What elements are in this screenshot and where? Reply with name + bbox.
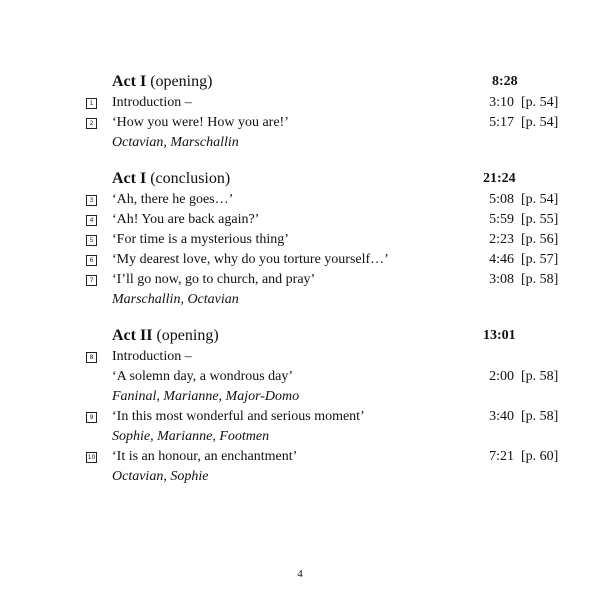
track-duration: 4:46 [489,252,514,267]
track-duration: 5:08 [489,192,514,207]
track-row [0,270,600,290]
performers-row [0,290,600,310]
act-total-time: 13:01 [483,328,516,343]
track-number-box: 6 [86,255,97,266]
track-number-box: 4 [86,215,97,226]
performers-row [0,467,600,487]
track-number-box: 9 [86,412,97,423]
track-page-ref: [p. 57] [521,252,559,267]
track-title: ‘Ah, there he goes…’ [112,192,234,207]
track-title: ‘For time is a mysterious thing’ [112,232,289,247]
act-total-time: 21:24 [483,171,516,186]
track-page-ref: [p. 54] [521,95,559,110]
act-title: Act I (opening) [112,73,213,90]
page-number: 4 [297,568,303,580]
track-title: ‘I’ll go now, go to church, and pray’ [112,272,316,287]
performers: Sophie, Marianne, Footmen [112,429,270,444]
track-number-box: 1 [86,98,97,109]
track-number-box: 5 [86,235,97,246]
track-row [0,230,600,250]
track-page-ref: [p. 54] [521,115,559,130]
track-row [0,347,600,367]
track-row [0,93,600,113]
act-title: Act II (opening) [112,327,219,344]
act-total-time: 8:28 [492,74,518,89]
track-title: Introduction – [112,95,192,110]
track-row [0,250,600,270]
track-duration: 5:59 [489,212,514,227]
track-row [0,407,600,427]
performers: Faninal, Marianne, Major-Domo [112,389,300,404]
track-row [0,210,600,230]
track-duration: 3:08 [489,272,514,287]
track-title: ‘How you were! How you are!’ [112,115,289,130]
track-page-ref: [p. 60] [521,449,559,464]
section-header [0,325,600,347]
track-number-box: 8 [86,352,97,363]
track-row [0,190,600,210]
track-number-box: 10 [87,454,96,461]
act-title: Act I (conclusion) [112,170,231,187]
track-page-ref: [p. 55] [521,212,559,227]
track-duration: 7:21 [489,449,514,464]
performers: Marschallin, Octavian [112,292,239,307]
track-page-ref: [p. 58] [521,409,559,424]
track-title: ‘It is an honour, an enchantment’ [112,449,298,464]
performers: Octavian, Marschallin [112,135,239,150]
track-title: ‘A solemn day, a wondrous day’ [112,369,294,384]
track-duration: 3:10 [489,95,514,110]
section-header [0,71,600,93]
track-page-ref: [p. 58] [521,272,559,287]
track-title: ‘My dearest love, why do you torture yourself…’ [112,252,389,267]
section-act1-conclusion [0,168,600,310]
track-page-ref: [p. 58] [521,369,559,384]
section-act1-opening [0,71,600,153]
track-title: ‘Ah! You are back again?’ [112,212,260,227]
performers-row [0,427,600,447]
performers-row [0,387,600,407]
track-duration: 5:17 [489,115,514,130]
section-act2-opening [0,325,600,487]
track-number-box: 2 [86,118,97,129]
track-duration: 3:40 [489,409,514,424]
track-row [0,447,600,467]
section-header [0,168,600,190]
performers-row [0,133,600,153]
performers: Octavian, Sophie [112,469,209,484]
track-page-ref: [p. 54] [521,192,559,207]
track-title: Introduction – [112,349,192,364]
track-duration: 2:00 [489,369,514,384]
track-row [0,113,600,133]
track-page-ref: [p. 56] [521,232,559,247]
track-row [0,367,600,387]
track-duration: 2:23 [489,232,514,247]
track-number-box: 7 [86,275,97,286]
track-number-box: 3 [86,195,97,206]
track-title: ‘In this most wonderful and serious moment’ [112,409,365,424]
